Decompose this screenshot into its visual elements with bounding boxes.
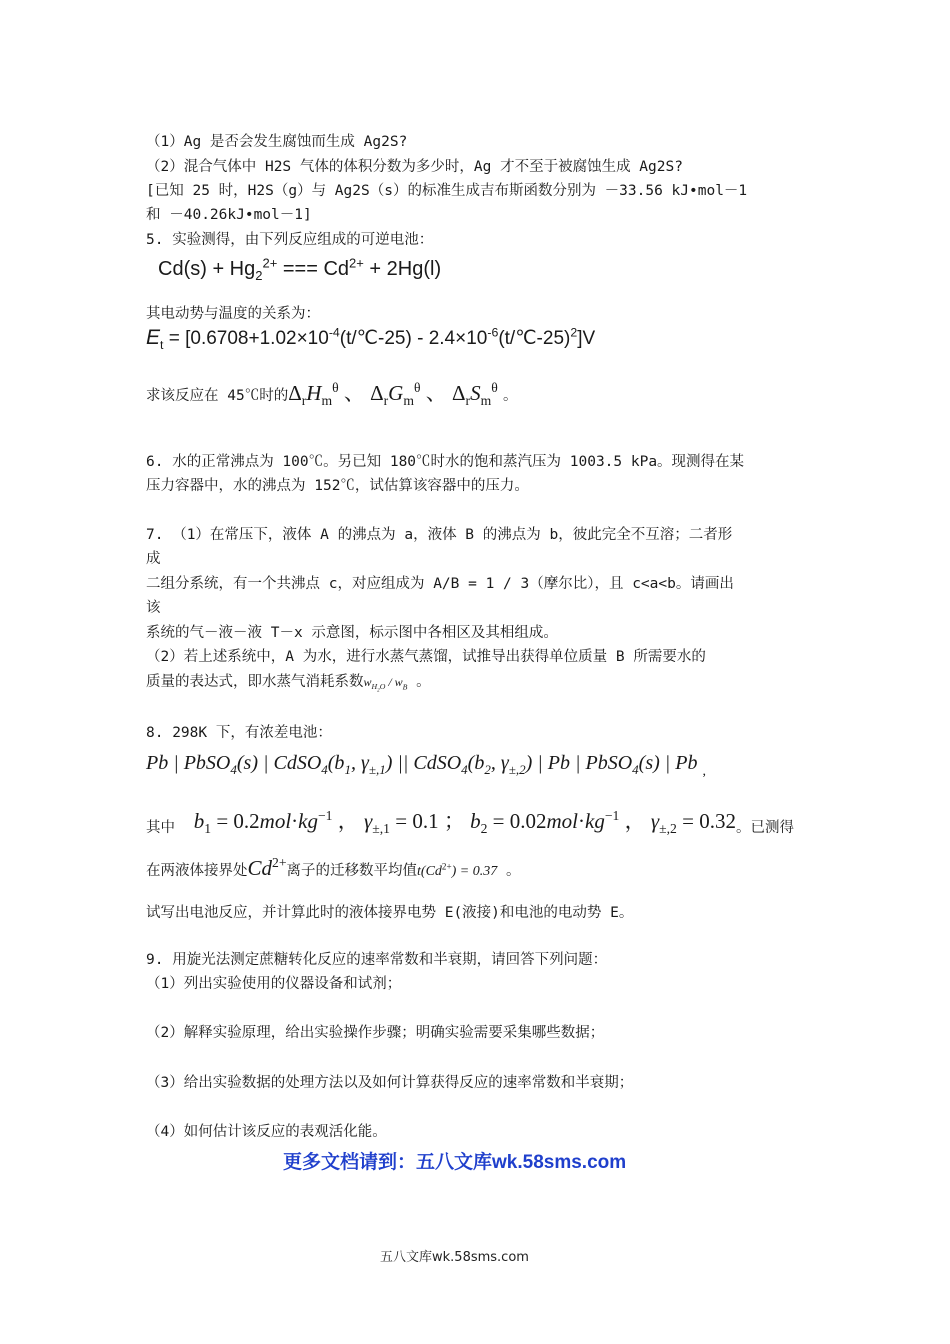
q8-interface-line: 在两液体接界处$Cd^{2+}$离子的迁移数平均值$t(Cd^{2+}) = 0.37$ 。 [146,855,521,880]
q7-line4: 该 [146,600,161,616]
q9-part1: （1）列出实验使用的仪器设备和试剂； [146,976,402,992]
q7-line1: 7. （1）在常压下，液体 A 的沸点为 a，液体 B 的沸点为 b，彼此完全不互溶；二者形 [146,527,733,543]
q4-given-data-cont: 和 －40.26kJ•mol－1] [146,207,312,223]
q9-part2: （2）解释实验原理，给出实验操作步骤；明确实验需要采集哪些数据； [146,1025,605,1041]
q4-part2: （2）混合气体中 H2S 气体的体积分数为多少时，Ag 才不至于被腐蚀生成 Ag2S? [146,159,683,175]
q5-title: 5. 实验测得，由下列反应组成的可逆电池： [146,232,434,248]
q8-where: 其中 [146,820,175,836]
q6-line2: 压力容器中，水的沸点为 152℃，试估算该容器中的压力。 [146,478,529,494]
q9-title: 9. 用旋光法测定蔗糖转化反应的速率常数和半衰期，请回答下列问题： [146,952,608,968]
q8-molality-line [146,808,794,837]
q7-line7-prefix: 质量的表达式，即水蒸气消耗系数 [146,674,364,690]
q8-cd-ion: $Cd^{2+}$ [247,855,287,880]
q8-molality-values: $b_1 = 0.2mol\cdot kg^{-1}$ ， $\gamma_{\pm,1} = 0.1$ ； $b_2 = 0.02mol\cdot kg^{-1}$ ， $\gamma_{\pm,2} = 0.32$ [193,808,736,837]
q8-measured: 。已测得 [735,820,794,836]
q4-given-data: [已知 25 时，H2S（g）与 Ag2S（s）的标准生成吉布斯函数分别为 －33.56 kJ•mol－1 [146,183,748,199]
q8-title: 8. 298K 下，有浓差电池： [146,725,332,741]
q7-steam-ratio: $w_{H_2O} / w_B$ [363,675,408,694]
q5-emf-intro: 其电动势与温度的关系为： [146,306,320,322]
q7-line6: （2）若上述系统中，A 为水，进行水蒸气蒸馏，试推导出获得单位质量 B 所需要水的 [146,649,706,665]
q9-part4: （4）如何估计该反应的表观活化能。 [146,1124,387,1140]
q9-part3: （3）给出实验数据的处理方法以及如何计算获得反应的速率常数和半衰期； [146,1075,634,1091]
q8-ask: 试写出电池反应，并计算此时的液体接界电势 E(液接)和电池的电动势 E。 [146,905,634,921]
q8-interface-mid: 离子的迁移数平均值 [286,863,418,879]
q5-ask: 求该反应在 45℃时的$\Delta_rH_m^\theta$ 、 $\Delta_rG_m^\theta$ 、 $\Delta_rS_m^\theta$ 。 [146,380,518,409]
q8-transference: $t(Cd^{2+}) = 0.37$ [417,861,498,879]
page-footer: 五八文库wk.58sms.com [380,1250,529,1265]
q6-line1: 6. 水的正常沸点为 100℃。另已知 180℃时水的饱和蒸汽压为 1003.5 kPa。现测得在某 [146,454,745,470]
q7-line2: 成 [146,551,161,567]
q5-emf-formula: $E_t$ = [$0.6708+1.02\times 10^{-4}(t/℃-25)$ - $2.4\times 10^{-6}(t/℃-25)^2]V$ [146,325,596,352]
q8-cell-diagram: Pb | PbSO$_4$(s) | $CdSO_4(b_1$, $\gamma_{\pm,1}$) || $CdSO_4(b_2$, $\gamma_{\pm,2}$) | Pb | PbSO$_4$(s) | Pb $_,$ [146,752,706,779]
q7-line3: 二组分系统，有一个共沸点 c，对应组成为 A/B = 1 / 3（摩尔比），且 c<a<b。请画出 [146,576,734,592]
q7-line7: 质量的表达式，即水蒸气消耗系数$w_{H_2O} / w_B$ 。 [146,674,431,694]
q5-reaction: $Cd(s) + Hg_2^{2+}$ === $Cd^{2+} + 2Hg(l)$ [158,255,442,283]
q5-ask-prefix: 求该反应在 45℃时的 [146,388,289,404]
promo-link[interactable]: 更多文档请到：五八文库wk.58sms.com [283,1152,627,1173]
q5-delta-quantities: $\Delta_rH_m^\theta$ 、 $\Delta_rG_m^\theta$ 、 $\Delta_rS_m^\theta$ [288,380,498,409]
q8-interface-prefix: 在两液体接界处 [146,863,248,879]
q7-line5: 系统的气－液－液 T－x 示意图，标示图中各相区及其相组成。 [146,625,558,641]
q4-part1: （1）Ag 是否会发生腐蚀而生成 Ag2S? [146,134,408,150]
